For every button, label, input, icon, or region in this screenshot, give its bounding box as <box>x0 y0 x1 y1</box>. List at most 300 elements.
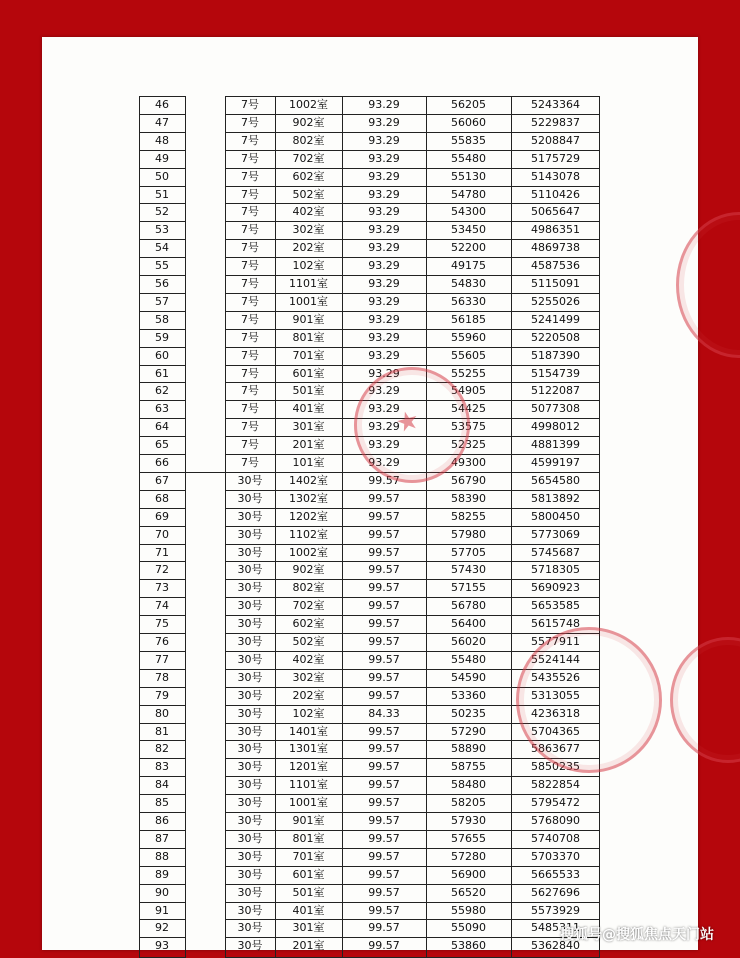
cell-total: 5615748 <box>531 617 580 631</box>
cell-room: 1202室 <box>289 509 328 523</box>
cell-building: 7号 <box>241 205 259 219</box>
cell-building: 7号 <box>241 223 259 237</box>
table-row-border <box>225 633 600 634</box>
cell-room: 1002室 <box>289 545 328 559</box>
cell-room: 101室 <box>292 456 325 469</box>
cell-building: 7号 <box>241 169 259 183</box>
cell-area: 99.57 <box>368 724 400 738</box>
cell-total: 5362840 <box>531 939 580 953</box>
cell-unit-price: 57155 <box>451 581 486 595</box>
cell-total: 5745687 <box>531 545 580 559</box>
cell-room: 401室 <box>292 402 325 416</box>
cell-room: 501室 <box>292 885 325 899</box>
red-seal-stamp-right-icon <box>676 212 740 358</box>
cell-area: 99.57 <box>368 581 400 595</box>
cell-room: 802室 <box>292 581 325 595</box>
cell-area: 99.57 <box>368 831 400 845</box>
cell-building: 30号 <box>237 814 263 827</box>
cell-building: 30号 <box>237 688 263 702</box>
cell-unit-price: 52200 <box>451 241 486 255</box>
cell-room: 201室 <box>292 939 325 953</box>
cell-building: 30号 <box>237 831 263 845</box>
cell-unit-price: 53860 <box>451 939 486 953</box>
cell-area: 99.57 <box>368 760 400 774</box>
cell-unit-price: 57430 <box>451 563 486 577</box>
table-row-border <box>225 544 600 545</box>
cell-area: 99.57 <box>368 473 400 487</box>
table-row-border <box>139 902 186 903</box>
table-row-border <box>225 937 600 938</box>
cell-total: 5175729 <box>531 151 580 165</box>
cell-unit-price: 54300 <box>451 205 486 219</box>
cell-room: 301室 <box>292 921 325 935</box>
table-row <box>139 275 600 293</box>
table-row-border <box>225 597 600 598</box>
cell-total: 5822854 <box>531 778 580 792</box>
table-row <box>139 884 600 902</box>
cell-building: 7号 <box>241 241 259 255</box>
table-row-border <box>225 919 600 920</box>
table-row-border <box>139 96 186 97</box>
cell-room: 602室 <box>292 169 325 183</box>
cell-room: 701室 <box>292 849 325 863</box>
cell-building: 7号 <box>241 115 259 129</box>
cell-area: 99.57 <box>368 617 400 631</box>
cell-unit-price: 56780 <box>451 599 486 613</box>
cell-area: 99.57 <box>368 903 400 917</box>
cell-unit-price: 55130 <box>451 169 486 183</box>
cell-area: 93.29 <box>368 259 400 273</box>
table-row-border <box>139 275 186 276</box>
cell-total: 5077308 <box>531 402 580 416</box>
cell-building: 7号 <box>241 438 259 452</box>
cell-building: 30号 <box>237 491 263 505</box>
cell-room: 1402室 <box>289 473 328 487</box>
table-row <box>139 597 600 615</box>
cell-building: 30号 <box>237 617 263 631</box>
cell-no: 67 <box>155 473 169 487</box>
cell-no: 73 <box>155 581 169 595</box>
cell-no: 89 <box>155 867 169 881</box>
cell-unit-price: 56400 <box>451 617 486 631</box>
cell-total: 5154739 <box>531 366 580 380</box>
table-row-border <box>139 830 186 831</box>
cell-no: 53 <box>155 223 169 237</box>
cell-unit-price: 56185 <box>451 312 486 326</box>
table-row <box>139 866 600 884</box>
table-row-border <box>225 902 600 903</box>
table-row <box>139 293 600 311</box>
cell-unit-price: 56900 <box>451 867 486 881</box>
cell-room: 202室 <box>292 241 325 255</box>
table-row-border <box>139 919 186 920</box>
cell-no: 92 <box>155 921 169 935</box>
cell-unit-price: 58205 <box>451 796 486 810</box>
table-row-border <box>225 365 600 366</box>
cell-no: 91 <box>155 903 169 917</box>
red-seal-stamp-lower-right-icon <box>670 637 740 763</box>
cell-building: 30号 <box>237 545 263 559</box>
table-row-border <box>139 687 186 688</box>
table-row-border <box>225 221 600 222</box>
red-seal-stamp-icon: ★ <box>341 354 483 496</box>
cell-area: 99.57 <box>368 849 400 863</box>
cell-no: 78 <box>155 670 169 684</box>
cell-area: 99.57 <box>368 599 400 613</box>
table-row-border <box>139 669 186 670</box>
cell-no: 50 <box>155 169 169 183</box>
cell-no: 61 <box>155 366 169 380</box>
cell-unit-price: 58890 <box>451 742 486 756</box>
table-row-border <box>139 490 186 491</box>
cell-area: 93.29 <box>368 205 400 219</box>
table-row-border <box>225 884 600 885</box>
cell-building: 30号 <box>237 581 263 595</box>
cell-no: 72 <box>155 563 169 577</box>
cell-unit-price: 57980 <box>451 527 486 541</box>
cell-building: 30号 <box>237 921 263 935</box>
cell-no: 79 <box>155 688 169 702</box>
cell-building: 30号 <box>237 635 263 648</box>
table-row-border <box>139 311 186 312</box>
cell-total: 5703370 <box>531 849 580 863</box>
cell-unit-price: 54905 <box>451 384 486 398</box>
cell-no: 71 <box>155 545 169 559</box>
cell-total: 4599197 <box>531 456 580 469</box>
table-row-border <box>139 508 186 509</box>
table-row-border <box>225 866 600 867</box>
table-row-border <box>139 400 186 401</box>
cell-area: 93.29 <box>368 456 400 469</box>
table-row-border <box>139 848 186 849</box>
cell-total: 5485311 <box>531 921 580 935</box>
cell-no: 84 <box>155 778 169 792</box>
table-row <box>139 526 600 544</box>
table-row-border <box>225 329 600 330</box>
cell-total: 5187390 <box>531 348 580 362</box>
cell-total: 5768090 <box>531 814 580 827</box>
cell-building: 30号 <box>237 563 263 577</box>
cell-room: 1301室 <box>289 742 328 756</box>
cell-room: 902室 <box>292 563 325 577</box>
cell-total: 5740708 <box>531 831 580 845</box>
cell-area: 99.57 <box>368 491 400 505</box>
table-row-border <box>225 257 600 258</box>
cell-no: 86 <box>155 814 169 827</box>
cell-room: 302室 <box>292 223 325 237</box>
cell-room: 702室 <box>292 151 325 165</box>
cell-area: 93.29 <box>368 223 400 237</box>
cell-total: 5800450 <box>531 509 580 523</box>
table-row <box>139 239 600 257</box>
table-row <box>139 776 600 794</box>
cell-area: 93.29 <box>368 330 400 344</box>
table-row-border <box>139 418 186 419</box>
table-row <box>139 615 600 633</box>
cell-total: 5653585 <box>531 599 580 613</box>
cell-total: 5115091 <box>531 277 580 290</box>
table-row-border <box>139 597 186 598</box>
cell-total: 5718305 <box>531 563 580 577</box>
table-row <box>139 812 600 830</box>
cell-area: 99.57 <box>368 688 400 702</box>
table-row <box>139 579 600 597</box>
table-row-border <box>225 848 600 849</box>
cell-no: 51 <box>155 187 169 201</box>
cell-unit-price: 55255 <box>451 366 486 380</box>
cell-room: 802室 <box>292 133 325 147</box>
cell-total: 5110426 <box>531 187 580 201</box>
cell-unit-price: 55090 <box>451 921 486 935</box>
table-row-border <box>225 776 600 777</box>
cell-area: 93.29 <box>368 98 400 111</box>
cell-building: 30号 <box>237 473 263 487</box>
cell-area: 99.57 <box>368 509 400 523</box>
cell-no: 46 <box>155 98 169 111</box>
table-row-border <box>225 114 600 115</box>
cell-total: 4869738 <box>531 241 580 255</box>
cell-unit-price: 52325 <box>451 438 486 452</box>
cell-area: 99.57 <box>368 939 400 953</box>
cell-no: 47 <box>155 115 169 129</box>
table-row-border <box>225 239 600 240</box>
cell-room: 1302室 <box>289 491 328 505</box>
table-row <box>139 132 600 150</box>
cell-building: 30号 <box>237 939 263 953</box>
cell-unit-price: 55960 <box>451 330 486 344</box>
table-row-border <box>139 168 186 169</box>
cell-total: 5435526 <box>531 670 580 684</box>
cell-no: 60 <box>155 348 169 362</box>
cell-total: 5577911 <box>531 635 580 648</box>
table-row-border <box>139 740 186 741</box>
table-row-border <box>225 794 600 795</box>
cell-building: 30号 <box>237 527 263 541</box>
cell-building: 7号 <box>241 187 259 201</box>
cell-area: 99.57 <box>368 796 400 810</box>
cell-room: 1101室 <box>289 778 328 792</box>
cell-no: 48 <box>155 133 169 147</box>
cell-total: 5229837 <box>531 115 580 129</box>
cell-no: 59 <box>155 330 169 344</box>
cell-no: 90 <box>155 885 169 899</box>
cell-unit-price: 50235 <box>451 706 486 720</box>
cell-area: 99.57 <box>368 885 400 899</box>
cell-no: 74 <box>155 599 169 613</box>
cell-room: 102室 <box>292 706 325 720</box>
cell-building: 30号 <box>237 867 263 881</box>
watermark-text: 搜狐号@搜狐焦点天门站 <box>560 927 714 943</box>
cell-area: 93.29 <box>368 312 400 326</box>
cell-building: 7号 <box>241 348 259 362</box>
cell-total: 5255026 <box>531 294 580 308</box>
table-row <box>139 472 600 490</box>
cell-area: 84.33 <box>368 706 400 720</box>
table-row-border <box>225 830 600 831</box>
cell-no: 64 <box>155 420 169 434</box>
cell-area: 99.57 <box>368 670 400 684</box>
cell-area: 93.29 <box>368 277 400 290</box>
cell-total: 5313055 <box>531 688 580 702</box>
cell-room: 601室 <box>292 366 325 380</box>
cell-total: 5654580 <box>531 473 580 487</box>
cell-total: 5665533 <box>531 867 580 881</box>
table-row-border <box>225 526 600 527</box>
table-row-border <box>139 561 186 562</box>
cell-building: 30号 <box>237 849 263 863</box>
cell-building: 7号 <box>241 312 259 326</box>
cell-unit-price: 56790 <box>451 473 486 487</box>
table-row-border <box>225 203 600 204</box>
cell-building: 7号 <box>241 456 259 469</box>
table-row-border <box>225 490 600 491</box>
cell-area: 93.29 <box>368 151 400 165</box>
cell-room: 801室 <box>292 831 325 845</box>
cell-area: 93.29 <box>368 187 400 201</box>
cell-area: 99.57 <box>368 921 400 935</box>
cell-unit-price: 49175 <box>451 259 486 273</box>
cell-room: 1001室 <box>289 796 328 810</box>
table-row-border <box>139 150 186 151</box>
cell-building: 7号 <box>241 420 259 434</box>
cell-no: 58 <box>155 312 169 326</box>
cell-area: 93.29 <box>368 294 400 308</box>
cell-building: 30号 <box>237 652 263 666</box>
table-row <box>139 365 600 383</box>
table-row-border <box>139 884 186 885</box>
cell-area: 99.57 <box>368 545 400 559</box>
table-row <box>139 311 600 329</box>
table-row-border <box>139 203 186 204</box>
cell-unit-price: 55480 <box>451 652 486 666</box>
table-row <box>139 937 600 953</box>
cell-area: 99.57 <box>368 652 400 666</box>
cell-room: 1101室 <box>289 277 328 290</box>
cell-area: 93.29 <box>368 438 400 452</box>
table-row-border <box>225 758 600 759</box>
cell-building: 7号 <box>241 384 259 398</box>
cell-room: 502室 <box>292 635 325 648</box>
cell-total: 5813892 <box>531 491 580 505</box>
table-row-border <box>139 221 186 222</box>
cell-no: 66 <box>155 456 169 469</box>
cell-unit-price: 57280 <box>451 849 486 863</box>
cell-unit-price: 55980 <box>451 903 486 917</box>
cell-no: 55 <box>155 259 169 273</box>
cell-area: 93.29 <box>368 366 400 380</box>
cell-building: 7号 <box>241 366 259 380</box>
table-row-border <box>225 579 600 580</box>
cell-building: 7号 <box>241 294 259 308</box>
table-row-border <box>225 508 600 509</box>
cell-unit-price: 57930 <box>451 814 486 827</box>
cell-room: 1001室 <box>289 294 328 308</box>
cell-total: 4587536 <box>531 259 580 273</box>
table-row-border <box>139 114 186 115</box>
cell-room: 201室 <box>292 438 325 452</box>
cell-room: 902室 <box>292 115 325 129</box>
cell-unit-price: 54425 <box>451 402 486 416</box>
table-row-border <box>139 794 186 795</box>
cell-no: 68 <box>155 491 169 505</box>
cell-total: 5573929 <box>531 903 580 917</box>
table-row-border <box>225 186 600 187</box>
document-page <box>42 37 698 953</box>
table-row-border <box>139 347 186 348</box>
table-row-border <box>139 705 186 706</box>
cell-no: 56 <box>155 277 169 290</box>
cell-building: 30号 <box>237 599 263 613</box>
cell-unit-price: 56060 <box>451 115 486 129</box>
table-row-border <box>139 239 186 240</box>
cell-area: 93.29 <box>368 420 400 434</box>
table-row <box>139 221 600 239</box>
cell-total: 4236318 <box>531 706 580 720</box>
cell-area: 93.29 <box>368 384 400 398</box>
table-row-border <box>139 365 186 366</box>
cell-unit-price: 49300 <box>451 456 486 469</box>
table-row-border <box>139 293 186 294</box>
cell-room: 502室 <box>292 187 325 201</box>
cell-unit-price: 57705 <box>451 545 486 559</box>
cell-unit-price: 54780 <box>451 187 486 201</box>
cell-room: 601室 <box>292 867 325 881</box>
table-row-border <box>225 293 600 294</box>
cell-building: 7号 <box>241 133 259 147</box>
table-row <box>139 347 600 365</box>
cell-room: 901室 <box>292 814 325 827</box>
cell-no: 75 <box>155 617 169 631</box>
cell-total: 5773069 <box>531 527 580 541</box>
cell-total: 5243364 <box>531 98 580 111</box>
cell-area: 99.57 <box>368 867 400 881</box>
cell-unit-price: 54590 <box>451 670 486 684</box>
cell-unit-price: 57290 <box>451 724 486 738</box>
cell-area: 99.57 <box>368 778 400 792</box>
cell-area: 93.29 <box>368 402 400 416</box>
cell-building: 30号 <box>237 509 263 523</box>
cell-no: 54 <box>155 241 169 255</box>
cell-total: 5122087 <box>531 384 580 398</box>
cell-no: 52 <box>155 205 169 219</box>
cell-area: 93.29 <box>368 241 400 255</box>
cell-building: 30号 <box>237 796 263 810</box>
table-row <box>139 919 600 937</box>
table-row <box>139 168 600 186</box>
cell-area: 93.29 <box>368 115 400 129</box>
table-row <box>139 561 600 579</box>
cell-total: 4986351 <box>531 223 580 237</box>
cell-no: 82 <box>155 742 169 756</box>
table-row <box>139 633 600 651</box>
cell-no: 85 <box>155 796 169 810</box>
cell-area: 93.29 <box>368 348 400 362</box>
price-table <box>139 96 600 958</box>
cell-area: 99.57 <box>368 635 400 648</box>
table-row-border <box>139 633 186 634</box>
cell-no: 88 <box>155 849 169 863</box>
table-row-border <box>225 347 600 348</box>
table-row-border <box>139 776 186 777</box>
cell-unit-price: 58480 <box>451 778 486 792</box>
cell-total: 5065647 <box>531 205 580 219</box>
cell-total: 5241499 <box>531 312 580 326</box>
cell-total: 5863677 <box>531 742 580 756</box>
cell-area: 99.57 <box>368 563 400 577</box>
table-row-border <box>225 275 600 276</box>
cell-no: 80 <box>155 706 169 720</box>
table-row-border <box>139 866 186 867</box>
